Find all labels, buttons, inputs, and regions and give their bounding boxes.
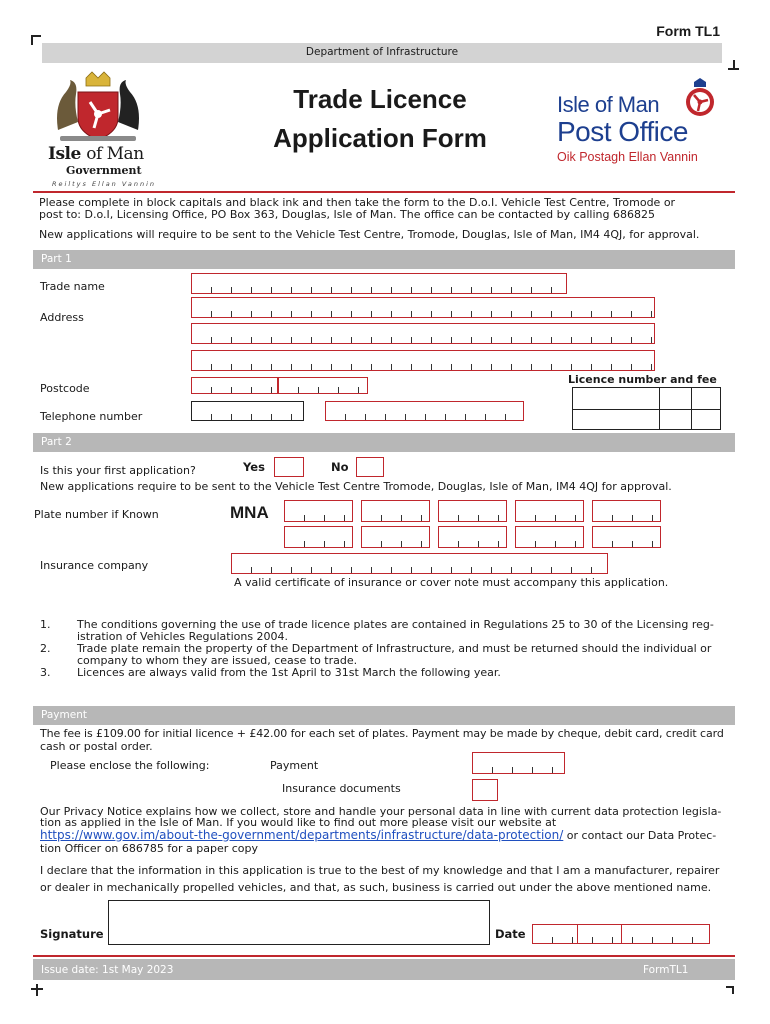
licence-number-table [572, 387, 721, 430]
crop-mark [31, 35, 33, 45]
privacy-after-link: or contact our Data Protec- [563, 829, 717, 842]
header-divider [33, 191, 735, 193]
insurance-documents-checkbox[interactable] [472, 779, 498, 801]
crop-mark [732, 986, 734, 994]
declaration-line1: I declare that the information in this application is true to the best of my knowledge and that I am a manufacturer, repairer [40, 864, 720, 877]
plate-number-input[interactable] [515, 500, 584, 522]
address-line3-input[interactable] [191, 350, 655, 371]
part1-heading: Part 1 [33, 250, 735, 269]
address-line1-input[interactable] [191, 297, 655, 318]
privacy-link[interactable]: https://www.gov.im/about-the-government/departments/infrastructure/data-protection/ [40, 828, 564, 842]
signature-label: Signature [40, 927, 104, 941]
intro-line1: Please complete in block capitals and black ink and then take the form to the D.o.I. Vehicle Test Centre, Tromode or [39, 196, 676, 209]
post-office-line2: Post Office [557, 116, 688, 147]
declaration-line2: or dealer in mechanically propelled vehicles, and that, as such, business is carried out under the above mentioned name. [40, 881, 712, 894]
gov-crest-icon [48, 70, 148, 148]
telephone-input-1[interactable] [191, 401, 304, 421]
plate-number-input[interactable] [592, 526, 661, 548]
plate-number-input[interactable] [438, 526, 507, 548]
condition-number: 1. [40, 618, 51, 631]
enclose-label: Please enclose the following: [50, 759, 210, 772]
privacy-line2: tion as applied in the Isle of Man. If you would like to find out more please visit our website at [40, 816, 557, 829]
post-office-line1: Isle of Man [557, 92, 660, 117]
plate-number-input[interactable] [592, 500, 661, 522]
gov-logo-government: Government [66, 164, 142, 177]
payment-heading: Payment [33, 706, 735, 725]
plate-number-input[interactable] [438, 500, 507, 522]
signature-box[interactable] [108, 900, 490, 945]
postcode-input-part1[interactable] [191, 377, 278, 394]
postcode-input-part2[interactable] [278, 377, 368, 394]
yes-label: Yes [243, 460, 265, 474]
new-applications-note: New applications require to be sent to the Vehicle Test Centre Tromode, Douglas, Isle of Man, IM4 4QJ for approval. [40, 480, 672, 493]
condition-text: Licences are always valid from the 1st April to 31st March the following year. [77, 666, 501, 679]
intro-line3: New applications will require to be sent to the Vehicle Test Centre, Tromode, Douglas, Isle of Man, IM4 4QJ, for approval. [39, 228, 700, 241]
no-label: No [331, 460, 349, 474]
insurance-company-input[interactable] [231, 553, 608, 574]
plate-number-input[interactable] [361, 526, 430, 548]
condition-text: The conditions governing the use of trade licence plates are contained in Regulations 25 to 30 of the Licensing reg- [77, 618, 714, 631]
crop-mark [36, 984, 38, 996]
plate-number-label: Plate number if Known [34, 508, 159, 521]
plate-prefix: MNA [230, 503, 269, 522]
postcode-label: Postcode [40, 382, 90, 395]
footer-divider [33, 955, 735, 957]
gov-logo-of-man: of Man [86, 144, 144, 164]
gov-logo-name [48, 144, 144, 164]
insurance-note: A valid certificate of insurance or cover note must accompany this application. [234, 576, 669, 589]
date-label: Date [495, 927, 526, 941]
plate-number-input[interactable] [284, 500, 353, 522]
title-line2: Application Form [273, 123, 487, 153]
licence-number-heading: Licence number and fee [568, 373, 717, 386]
yes-checkbox[interactable] [274, 457, 304, 477]
form-code: Form TL1 [656, 23, 720, 39]
post-office-emblem-icon [680, 78, 720, 118]
insurance-label: Insurance company [40, 559, 149, 572]
no-checkbox[interactable] [356, 457, 384, 477]
department-name: Department of Infrastructure [305, 46, 459, 58]
crop-mark [733, 60, 735, 69]
address-label: Address [40, 311, 84, 324]
date-input[interactable] [532, 924, 710, 944]
privacy-line1: Our Privacy Notice explains how we collect, store and handle your personal data in line with current data protection legisla- [40, 805, 722, 818]
gov-logo-motto: Reiltys Ellan Vannin [52, 180, 157, 188]
privacy-line3 [40, 829, 716, 842]
fee-text-line2: cash or postal order. [40, 740, 153, 753]
enclose-payment-label: Payment [270, 759, 319, 772]
title-line1: Trade Licence [293, 84, 467, 114]
first-application-label: Is this your first application? [40, 464, 196, 477]
privacy-line4: tion Officer on 686785 for a paper copy [40, 842, 259, 855]
address-line2-input[interactable] [191, 323, 655, 344]
enclose-insurance-label: Insurance documents [282, 782, 401, 795]
intro-line2: post to: D.o.I, Licensing Office, PO Box 363, Douglas, Isle of Man. The office can be contacted by calling 686825 [39, 208, 655, 221]
footer-form-code: FormTL1 [643, 964, 689, 976]
payment-enclosed-input[interactable] [472, 752, 565, 774]
telephone-input-2[interactable] [325, 401, 524, 421]
trade-name-label: Trade name [40, 280, 105, 293]
plate-number-input[interactable] [284, 526, 353, 548]
plate-number-input[interactable] [515, 526, 584, 548]
post-office-tagline: Oik Postagh Ellan Vannin [557, 150, 698, 164]
condition-number: 3. [40, 666, 51, 679]
trade-name-input[interactable] [191, 273, 567, 294]
part2-heading: Part 2 [33, 433, 735, 452]
footer-issue-date: Issue date: 1st May 2023 [41, 964, 174, 976]
condition-text: Trade plate remain the property of the Department of Infrastructure, and must be returned should the individual or [77, 642, 712, 655]
condition-text: company to whom they are issued, cease to trade. [77, 654, 358, 667]
fee-text-line1: The fee is £109.00 for initial licence + £42.00 for each set of plates. Payment may be made by cheque, debit card, credit card [40, 727, 724, 740]
plate-number-input[interactable] [361, 500, 430, 522]
condition-number: 2. [40, 642, 51, 655]
gov-logo-isle: Isle [48, 144, 81, 164]
condition-text: istration of Vehicles Regulations 2004. [77, 630, 289, 643]
telephone-label: Telephone number [40, 410, 143, 423]
crop-mark [31, 35, 41, 37]
